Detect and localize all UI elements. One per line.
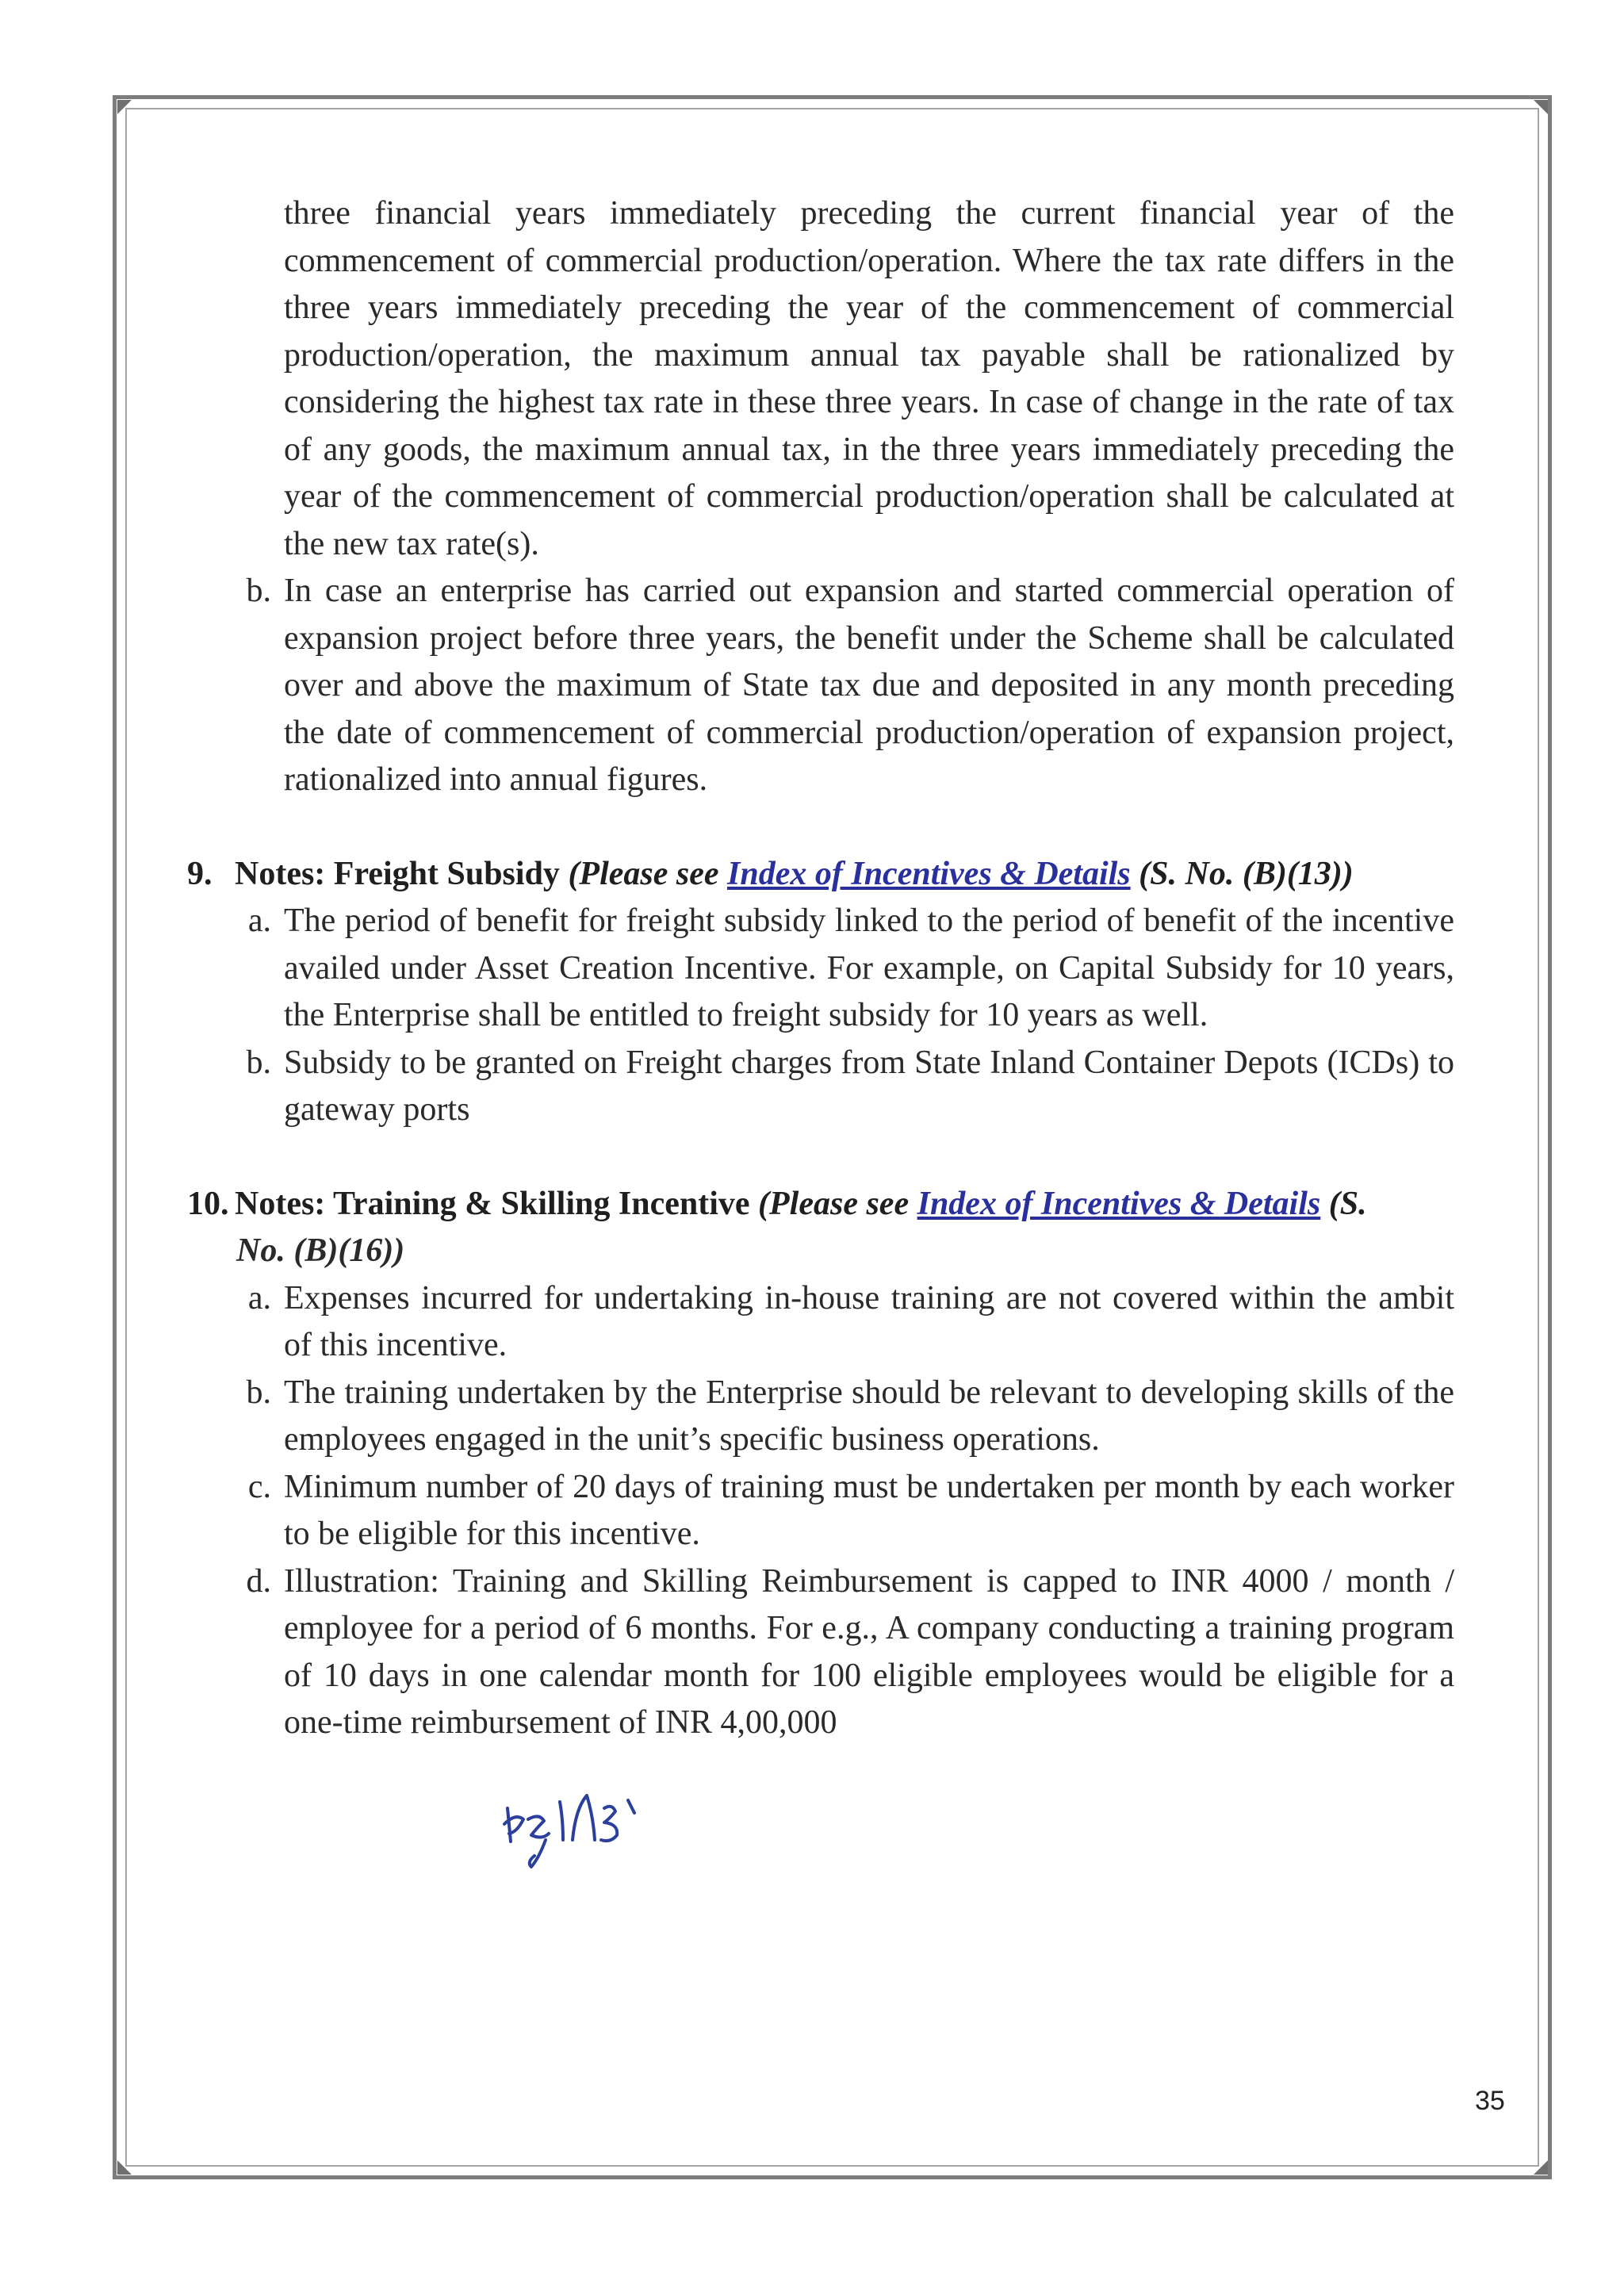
list-item: [187, 898, 1524, 1040]
section-reference-continued: No. (B)(16)): [236, 1232, 405, 1269]
list-item: [187, 568, 1524, 804]
corner-ornament-icon: [116, 2159, 133, 2176]
index-of-incentives-link[interactable]: Index of Incentives & Details: [917, 1185, 1321, 1222]
section-heading-training-skilling: [187, 1181, 1524, 1228]
list-item: [187, 1275, 1524, 1370]
index-of-incentives-link[interactable]: Index of Incentives & Details: [727, 855, 1131, 892]
list-item-text: Expenses incurred for undertaking in-house training are not covered within the ambit of this incentive.: [284, 1279, 1454, 1363]
list-item-text: Subsidy to be granted on Freight charges from State Inland Container Depots (ICDs) to gateway ports: [284, 1044, 1454, 1128]
list-item-text: The training undertaken by the Enterprise should be relevant to developing skills of the employees engaged in the unit’s specific business operations.: [284, 1374, 1454, 1458]
list-marker: a.: [247, 903, 271, 939]
section8-continuation-text: three financial years immediately preceding the current financial year of the commencement of commercial production/operation. Where the tax rate differs in the three years immediately preceding the year of the commencement of commercial production/operation, the maximum annual tax payable shall be rationalized by considering the highest tax rate in these three years. In case of change in the rate of tax of any goods, the maximum annual tax, in the three years immediately preceding the year of the commencement of commercial production/operation shall be calculated at the new tax rate(s).: [284, 195, 1454, 562]
section-reference: (S.: [1328, 1185, 1367, 1222]
handwritten-signature-icon: [500, 1784, 666, 1880]
list-item: [187, 1370, 1524, 1464]
section-reference: (S. No. (B)(13)): [1139, 855, 1354, 892]
document-body: [187, 190, 1524, 1747]
section-number: 9.: [187, 855, 213, 892]
list-marker: d.: [246, 1562, 271, 1600]
list-item-text: The period of benefit for freight subsidy linked to the period of benefit of the incentive availed under Asset Creation Incentive. For example, on Capital Subsidy for 10 years, the Enterprise shall be entitled to freight subsidy for 10 years as well.: [284, 903, 1454, 1033]
list-item: [187, 1558, 1524, 1747]
please-see-text: (Please see: [758, 1185, 910, 1222]
list-item-text: Minimum number of 20 days of training must be undertaken per month by each worker to be eligible for this incentive.: [284, 1468, 1454, 1552]
list-item-text: Illustration: Training and Skilling Reimbursement is capped to INR 4000 / month / employee for a period of 6 months. For e.g., A company conducting a training program of 10 days in one calendar month for 100 eligible employees would be eligible for a one-time reimbursement of INR 4,00,000: [284, 1562, 1454, 1741]
corner-ornament-icon: [116, 98, 133, 116]
section-heading-freight-subsidy: [187, 851, 1524, 899]
corner-ornament-icon: [1532, 2159, 1549, 2176]
please-see-text: (Please see: [568, 855, 719, 892]
corner-ornament-icon: [1532, 98, 1549, 116]
list-marker: c.: [247, 1468, 271, 1505]
list-item: [187, 1464, 1524, 1558]
list-item: [187, 1040, 1524, 1134]
section-title: Notes: Training & Skilling Incentive: [235, 1185, 750, 1222]
list-marker: b.: [246, 1374, 271, 1411]
list-marker: b.: [246, 1044, 271, 1081]
section-title: Notes: Freight Subsidy: [235, 855, 560, 892]
list-marker: a.: [247, 1279, 271, 1316]
section-number: 10.: [187, 1185, 229, 1222]
list-item: [187, 190, 1524, 568]
list-marker: b.: [246, 573, 271, 609]
list-item-text: In case an enterprise has carried out expansion and started commercial operation of expansion project before three years, the benefit under the Scheme shall be calculated over and above the maximum of State tax due and deposited in any month preceding the date of commencement of commercial production/operation of expansion project, rationalized into annual figures.: [284, 573, 1454, 798]
page-number: 35: [1475, 2086, 1505, 2116]
